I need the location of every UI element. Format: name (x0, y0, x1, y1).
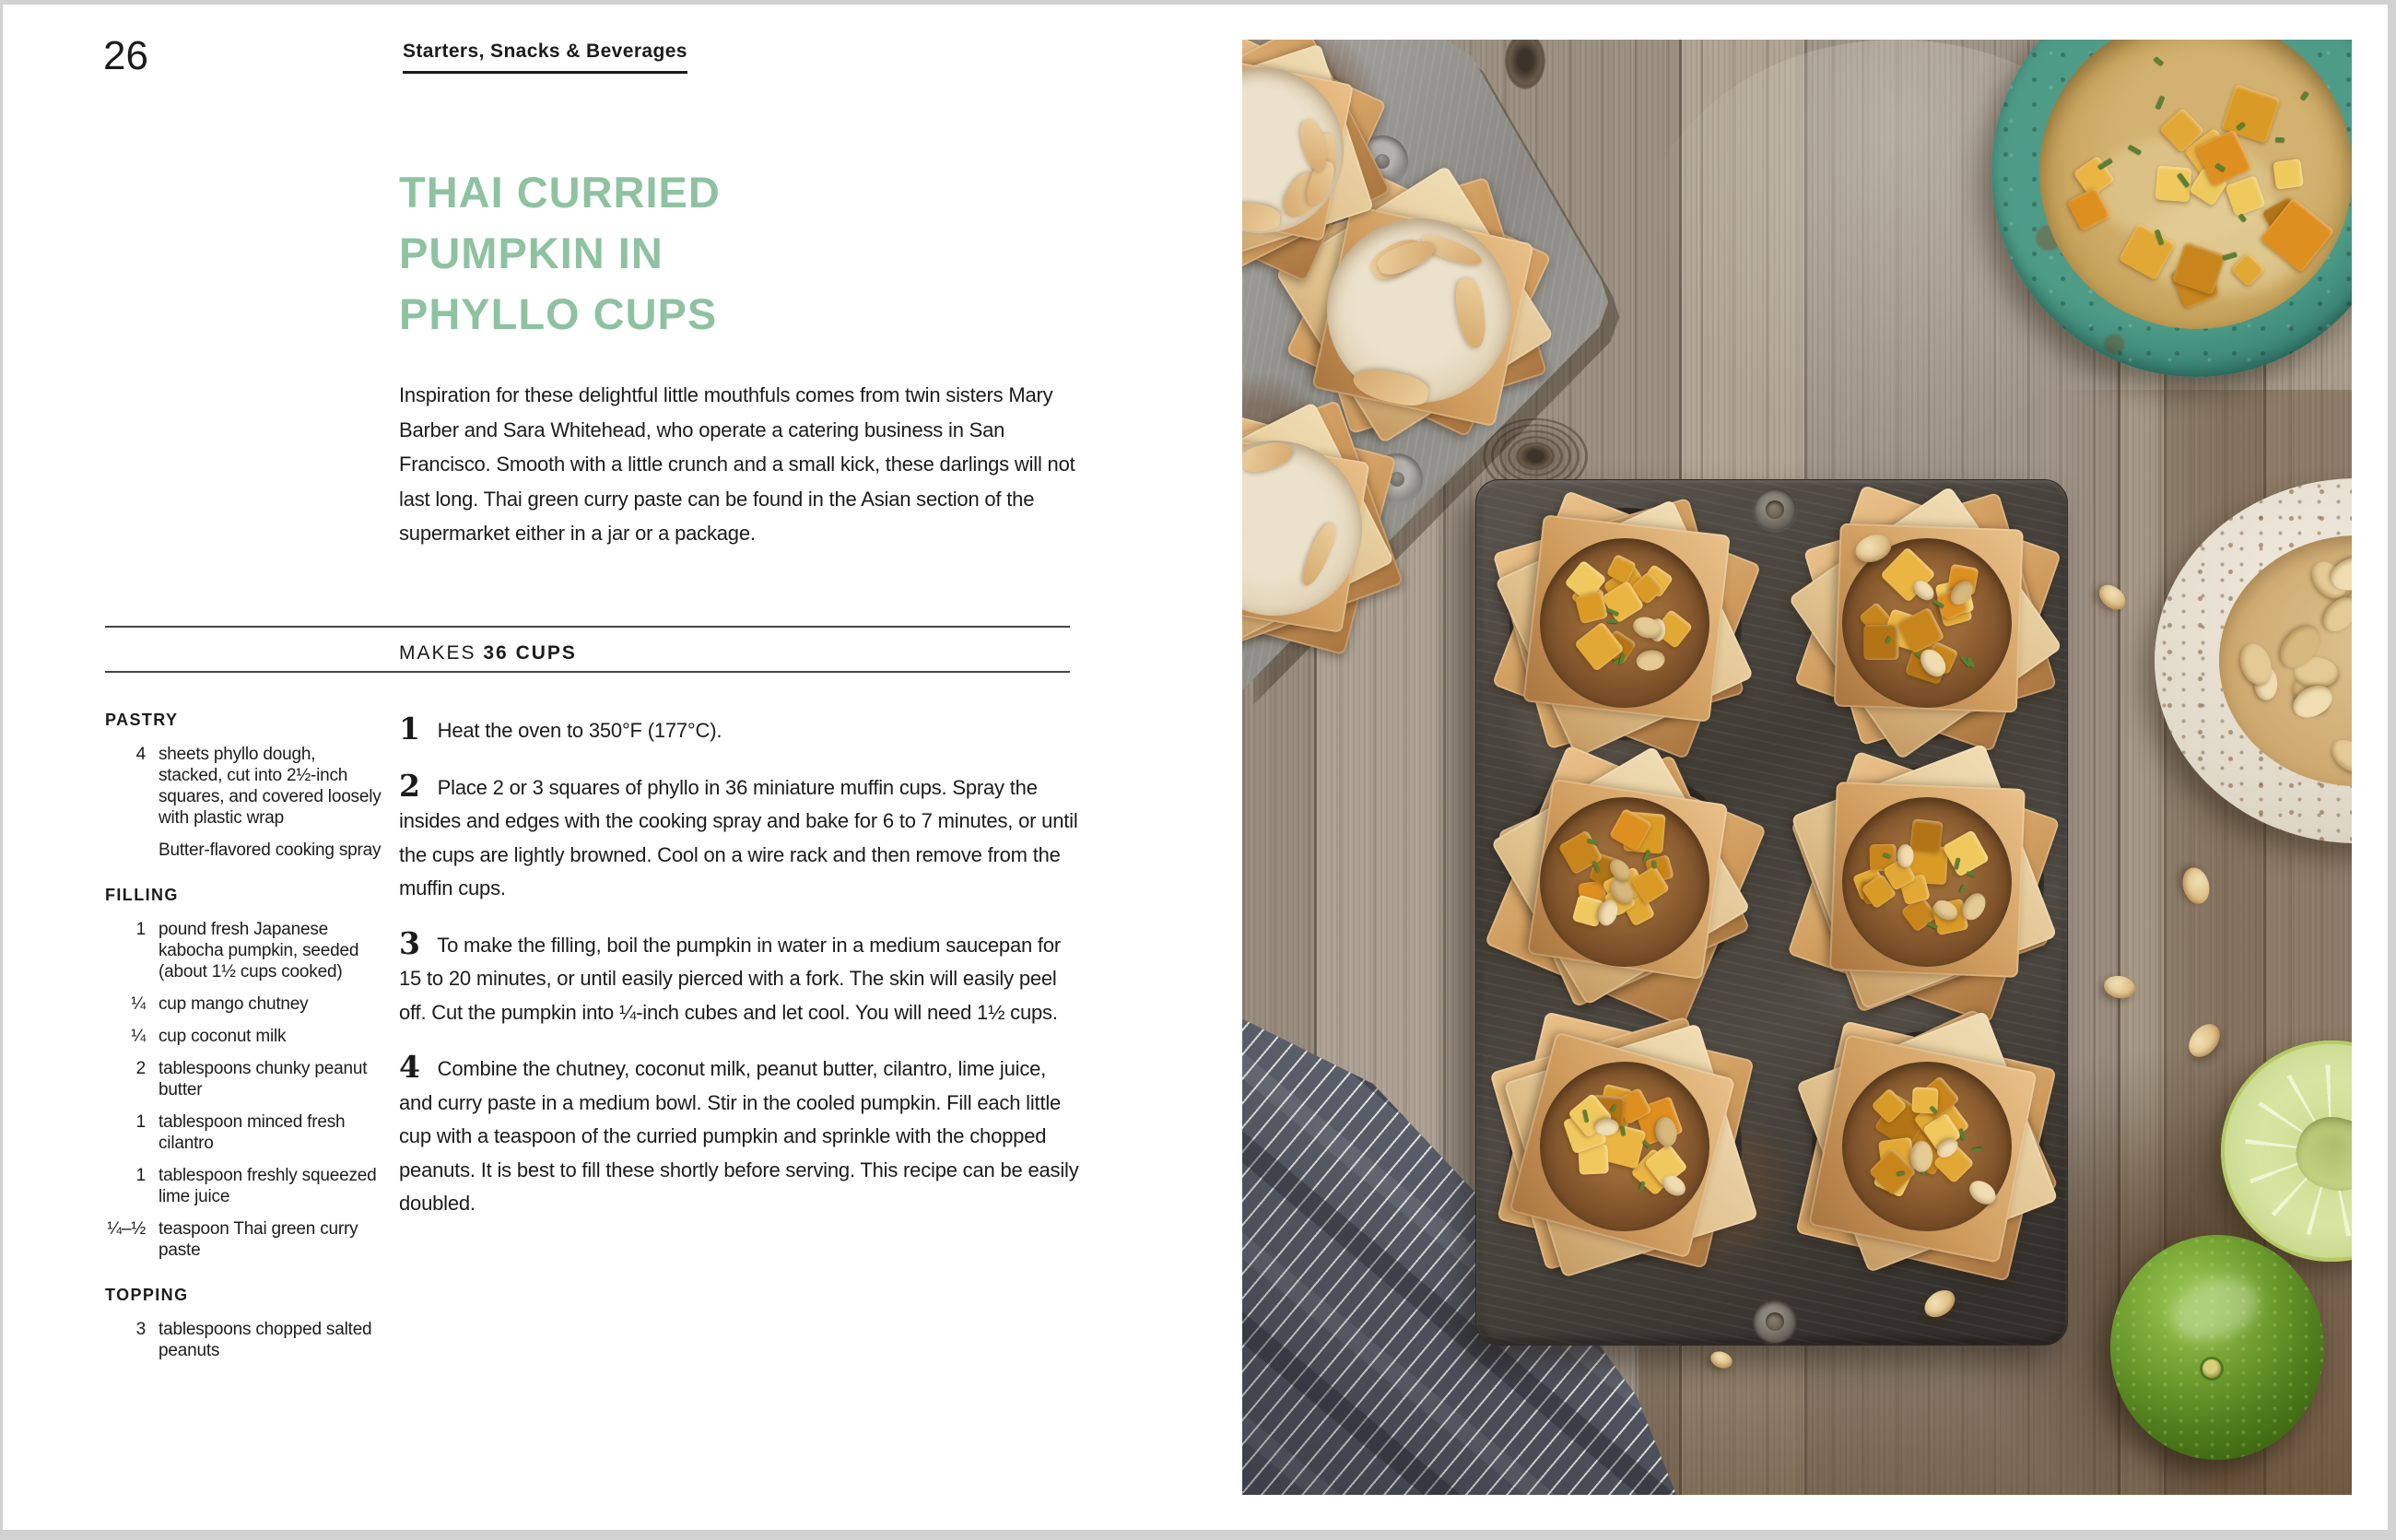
filled-phyllo-cup (1779, 476, 2074, 770)
cilantro-fleck (2300, 91, 2309, 101)
ingredient-qty: 1 (135, 1112, 146, 1132)
ingredient-text: tablespoons chopped salted peanuts (159, 1320, 372, 1360)
ingredient-qty: 1 (135, 920, 146, 939)
yield-label: MAKES (399, 642, 476, 664)
filled-phyllo-cup (1779, 999, 2074, 1294)
ingredient-item (105, 1058, 382, 1100)
ingredient-item (105, 1218, 382, 1261)
screenshot-border (0, 0, 3, 1540)
pumpkin-cube (1909, 819, 1944, 853)
screenshot-border (2388, 0, 2396, 1540)
ingredient-qty: 2 (135, 1059, 146, 1078)
direction-step (399, 1050, 1083, 1221)
empty-phyllo-cup (1242, 40, 1396, 286)
recipe-photo (1242, 40, 2352, 1495)
ingredient-qty: 4 (135, 745, 146, 764)
direction-step (399, 769, 1083, 906)
peanut-half (2326, 734, 2352, 780)
ingredient-qty: ¼–½ (107, 1219, 146, 1239)
ingredient-item (105, 919, 382, 982)
ingredient-text: sheets phyllo dough, stacked, cut into 2½-inch squares, and covered loosely with plastic wrap (159, 745, 382, 828)
filled-phyllo-cup (1477, 476, 1772, 770)
ingredient-text: tablespoon minced fresh cilantro (159, 1112, 346, 1153)
ingredient-qty: 1 (135, 1166, 146, 1185)
ingredient-group-heading: PASTRY (105, 711, 179, 729)
step-number: 2 (399, 767, 420, 804)
yield-value: 36 CUPS (483, 642, 577, 664)
whole-lime (2110, 1235, 2324, 1460)
wood-knot (1505, 40, 1545, 89)
recipe-title: THAI CURRIED PUMPKIN IN PHYLLO CUPS (399, 168, 721, 338)
ingredient-group-heading: FILLING (105, 886, 179, 904)
step-number: 3 (399, 924, 420, 961)
step-number: 4 (399, 1049, 420, 1085)
mango-cube (2273, 159, 2304, 191)
screenshot-border (0, 0, 2396, 5)
section-label: Starters, Snacks & Beverages (403, 41, 687, 74)
screenshot-border (0, 1530, 2396, 1540)
peanut-piece (1897, 844, 1913, 868)
cilantro-fleck (2155, 95, 2165, 110)
ingredient-item (105, 744, 382, 829)
ingredient-text: pound fresh Japanese kabocha pumpkin, seeded (about 1½ cups cooked) (159, 920, 359, 982)
yield-line (399, 642, 577, 664)
ingredient-text: tablespoon freshly squeezed lime juice (159, 1166, 377, 1206)
ingredient-item (105, 1026, 382, 1047)
ingredient-item (105, 1165, 382, 1207)
filled-phyllo-cup (1477, 999, 1772, 1294)
ingredient-text: teaspoon Thai green curry paste (159, 1219, 358, 1260)
ingredient-item (105, 1111, 382, 1154)
cilantro-fleck (2154, 56, 2165, 66)
ingredient-text: cup mango chutney (159, 994, 309, 1014)
pumpkin-cube (1863, 625, 1898, 660)
filled-phyllo-cup (1477, 735, 1772, 1029)
cilantro-fleck (1972, 1147, 1982, 1152)
step-text: Heat the oven to 350°F (177°C). (431, 719, 722, 742)
step-text: Place 2 or 3 squares of phyllo in 36 miniature muffin cups. Spray the insides and edges with the cooking spray and bake for 6 to 7 minutes, or until the cups are lightly browned. Cool on a wire rack and then remove from the muffin cups. (399, 775, 1078, 899)
ingredient-item (105, 993, 382, 1015)
tin-hanging-hole (1754, 1300, 1796, 1343)
ingredient-qty: ¼ (131, 994, 146, 1014)
page-number: 26 (103, 33, 148, 78)
filled-phyllo-cup (1779, 735, 2074, 1029)
step-text: Combine the chutney, coconut milk, peanut butter, cilantro, lime juice, and curry paste in a medium bowl. Stir in the cooled pumpkin. Fill each little cup with a teaspoon of the curried pumpkin and sprinkle with the chopped peanuts. It is best to fill these shortly before serving. This recipe can be easily doubled. (399, 1057, 1079, 1215)
divider-rule-bottom (105, 671, 1070, 673)
ingredient-text: tablespoons chunky peanut butter (159, 1059, 368, 1099)
direction-step (399, 711, 1083, 748)
ingredient-item (105, 1319, 382, 1361)
directions-list (399, 711, 1083, 1241)
direction-step (399, 926, 1083, 1030)
step-number: 1 (399, 711, 420, 746)
step-text: To make the filling, boil the pumpkin in water in a medium saucepan for 15 to 20 minutes, or until easily pierced with a fork. The skin will easily peel off. Cut the pumpkin into ¼-inch cubes and let cool. You will need 1½ cups. (399, 933, 1061, 1024)
ingredient-text: cup coconut milk (159, 1027, 287, 1046)
ingredient-qty: 3 (135, 1320, 146, 1339)
lime-peel-texture (2110, 1235, 2324, 1460)
ingredient-qty: ¼ (131, 1027, 146, 1046)
recipe-intro: Inspiration for these delightful little mouthfuls comes from twin sisters Mary Barber and Sara Whitehead, who operate a catering business in San Francisco. Smooth with a little crunch and a small kick, these darlings will not last long. Thai green curry paste can be found in the Asian section of the supermarket either in a jar or a package. (399, 383, 1075, 545)
cilantro-fleck (1652, 860, 1657, 868)
ingredient-text: Butter-flavored cooking spray (159, 841, 382, 860)
lime-blossom-end (2202, 1359, 2221, 1378)
cilantro-fleck (2275, 137, 2284, 142)
ingredient-list (105, 710, 382, 1372)
ingredient-item (105, 840, 382, 861)
divider-rule-top (105, 626, 1070, 628)
empty-phyllo-cup (1242, 385, 1417, 671)
ingredient-group-heading: TOPPING (105, 1286, 189, 1304)
breadcrumb (403, 41, 687, 74)
